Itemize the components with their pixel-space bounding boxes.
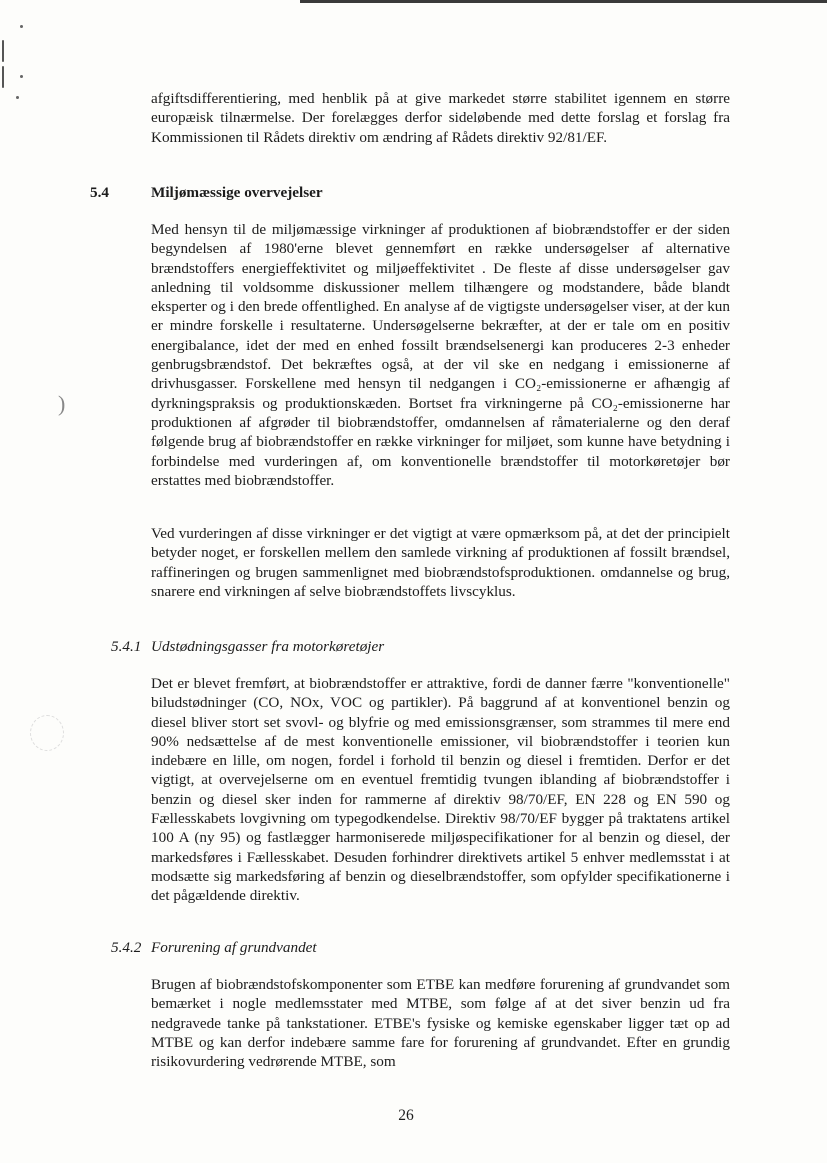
binder-mark <box>2 66 4 88</box>
subsection-title: Udstødningsgasser fra motorkøretøjer <box>151 638 385 655</box>
scan-speck <box>20 25 23 28</box>
scan-smudge <box>30 715 64 751</box>
scan-speck <box>20 75 23 78</box>
section-paragraph: Ved vurderingen af disse virkninger er det vigtigt at være opmærksom på, at det der principielt betyder noget, er forskellen mellem den samlede virkning af produktionen af fossilt brændsel, raffineringen og brugen sammenlignet med biobrændstofsproduktionen. omdannelse og brug, snarere end virkningen af selve biobrændstoffets livscyklus. <box>151 525 730 600</box>
section-paragraph: Med hensyn til de miljømæssige virkninger af produktionen af biobrændstoffer er der siden begyndelsen af 1980'erne blevet gennemført en række undersøgelser af alternative brændstoffers energieffektivitet og miljøeffektivitet . De fleste af disse undersøgelser gav anledning til voldsomme diskussioner mellem tilhængere og modstandere, både blandt eksperter og i den brede offentlighed. En analyse af de vigtigste undersøgelser viser, at der kun er mindre forskelle i resultaterne. Undersøgelserne bekræfter, at der er tale om en positiv energibalance, idet der med en enhed fossilt brændselsenergi kan produceres 2-3 enheder genbrugsbrændstof. Det bekræftes også, at der vil ske en nedgang i emissionerne af drivhusgasser. Forskellene med hensyn til nedgangen i CO₂-emissionerne er afhængig af dyrkningspraksis og produktionskæden. Bortset fra virkningerne på CO₂-emissionerne har produktionen af afgrøder til biobrændstoffer, omdannelsen af råmaterialerne og den deraf følgende brug af biobrændstoffer en række virkninger for miljøet, som kunne have betydning i forbindelse med vurderingen af, om konventionelle brændstoffer til motorkøretøjer bør erstattes med biobrændstoffer. <box>151 221 730 489</box>
section-number: 5.4 <box>90 184 109 201</box>
section-title: Miljømæssige overvejelser <box>151 184 323 201</box>
binder-mark <box>2 40 4 62</box>
subsection-paragraph: Brugen af biobrændstofskomponenter som ETBE kan medføre forurening af grundvandet som bemærket i nogle medlemsstater med MTBE, som følge af at det siver benzin ud fra nedgravede tanke på tankstationer. ETBE's fysiske og kemiske egenskaber ligger tæt op ad MTBE og kan derfor indebære samme fare for forurening af grundvandet. Efter en grundig risikovurdering vedrørende MTBE, som <box>151 976 730 1071</box>
intro-paragraph: afgiftsdifferentiering, med henblik på at give markedet større stabilitet igennem en større europæisk tilnærmelse. Der forelægges derfor sideløbende med dette forslag et forslag fra Kommissionen til Rådets direktiv om ændring af Rådets direktiv 92/81/EF. <box>151 90 730 146</box>
margin-mark: ) <box>58 391 66 416</box>
subsection-paragraph: Det er blevet fremført, at biobrændstoffer er attraktive, fordi de danner færre "konventionelle" biludstødninger (CO, NOx, VOC og partikler). På baggrund af at konventionel benzin og diesel bliver stort set svovl- og blyfrie og med emissionsgrænser, som strammes til mere end 90% nedsættelse af de mest konventionelle emissioner, vil biobrændstoffer i teorien kun indebære en lille, om nogen, fordel i forhold til benzin og diesel i fremtiden. Derfor er det vigtigt, at overvejelserne om en eventuel fremtidig tvungen iblanding af biobrændstoffer i benzin og diesel sker inden for rammerne af direktiv 98/70/EF, EN 228 og EN 590 og Fællesskabets lovgivning om typegodkendelse. Direktiv 98/70/EF bygger på traktatens artikel 100 A (ny 95) og fastlægger harmoniserede miljøspecifikationer for al benzin og diesel, der markedsføres i Fællesskabet. Desuden forhindrer direktivets artikel 5 enhver medlemsstat i at modsætte sig markedsføring af benzin og dieselbrændstoffer, som opfylder specifikationerne i det pågældende direktiv. <box>151 675 730 905</box>
subsection-title: Forurening af grundvandet <box>151 939 317 956</box>
subsection-number: 5.4.1 <box>111 638 142 655</box>
page-number: 26 <box>398 1107 414 1124</box>
scan-top-rule <box>300 0 827 3</box>
scan-speck <box>16 96 19 99</box>
subsection-number: 5.4.2 <box>111 939 142 956</box>
